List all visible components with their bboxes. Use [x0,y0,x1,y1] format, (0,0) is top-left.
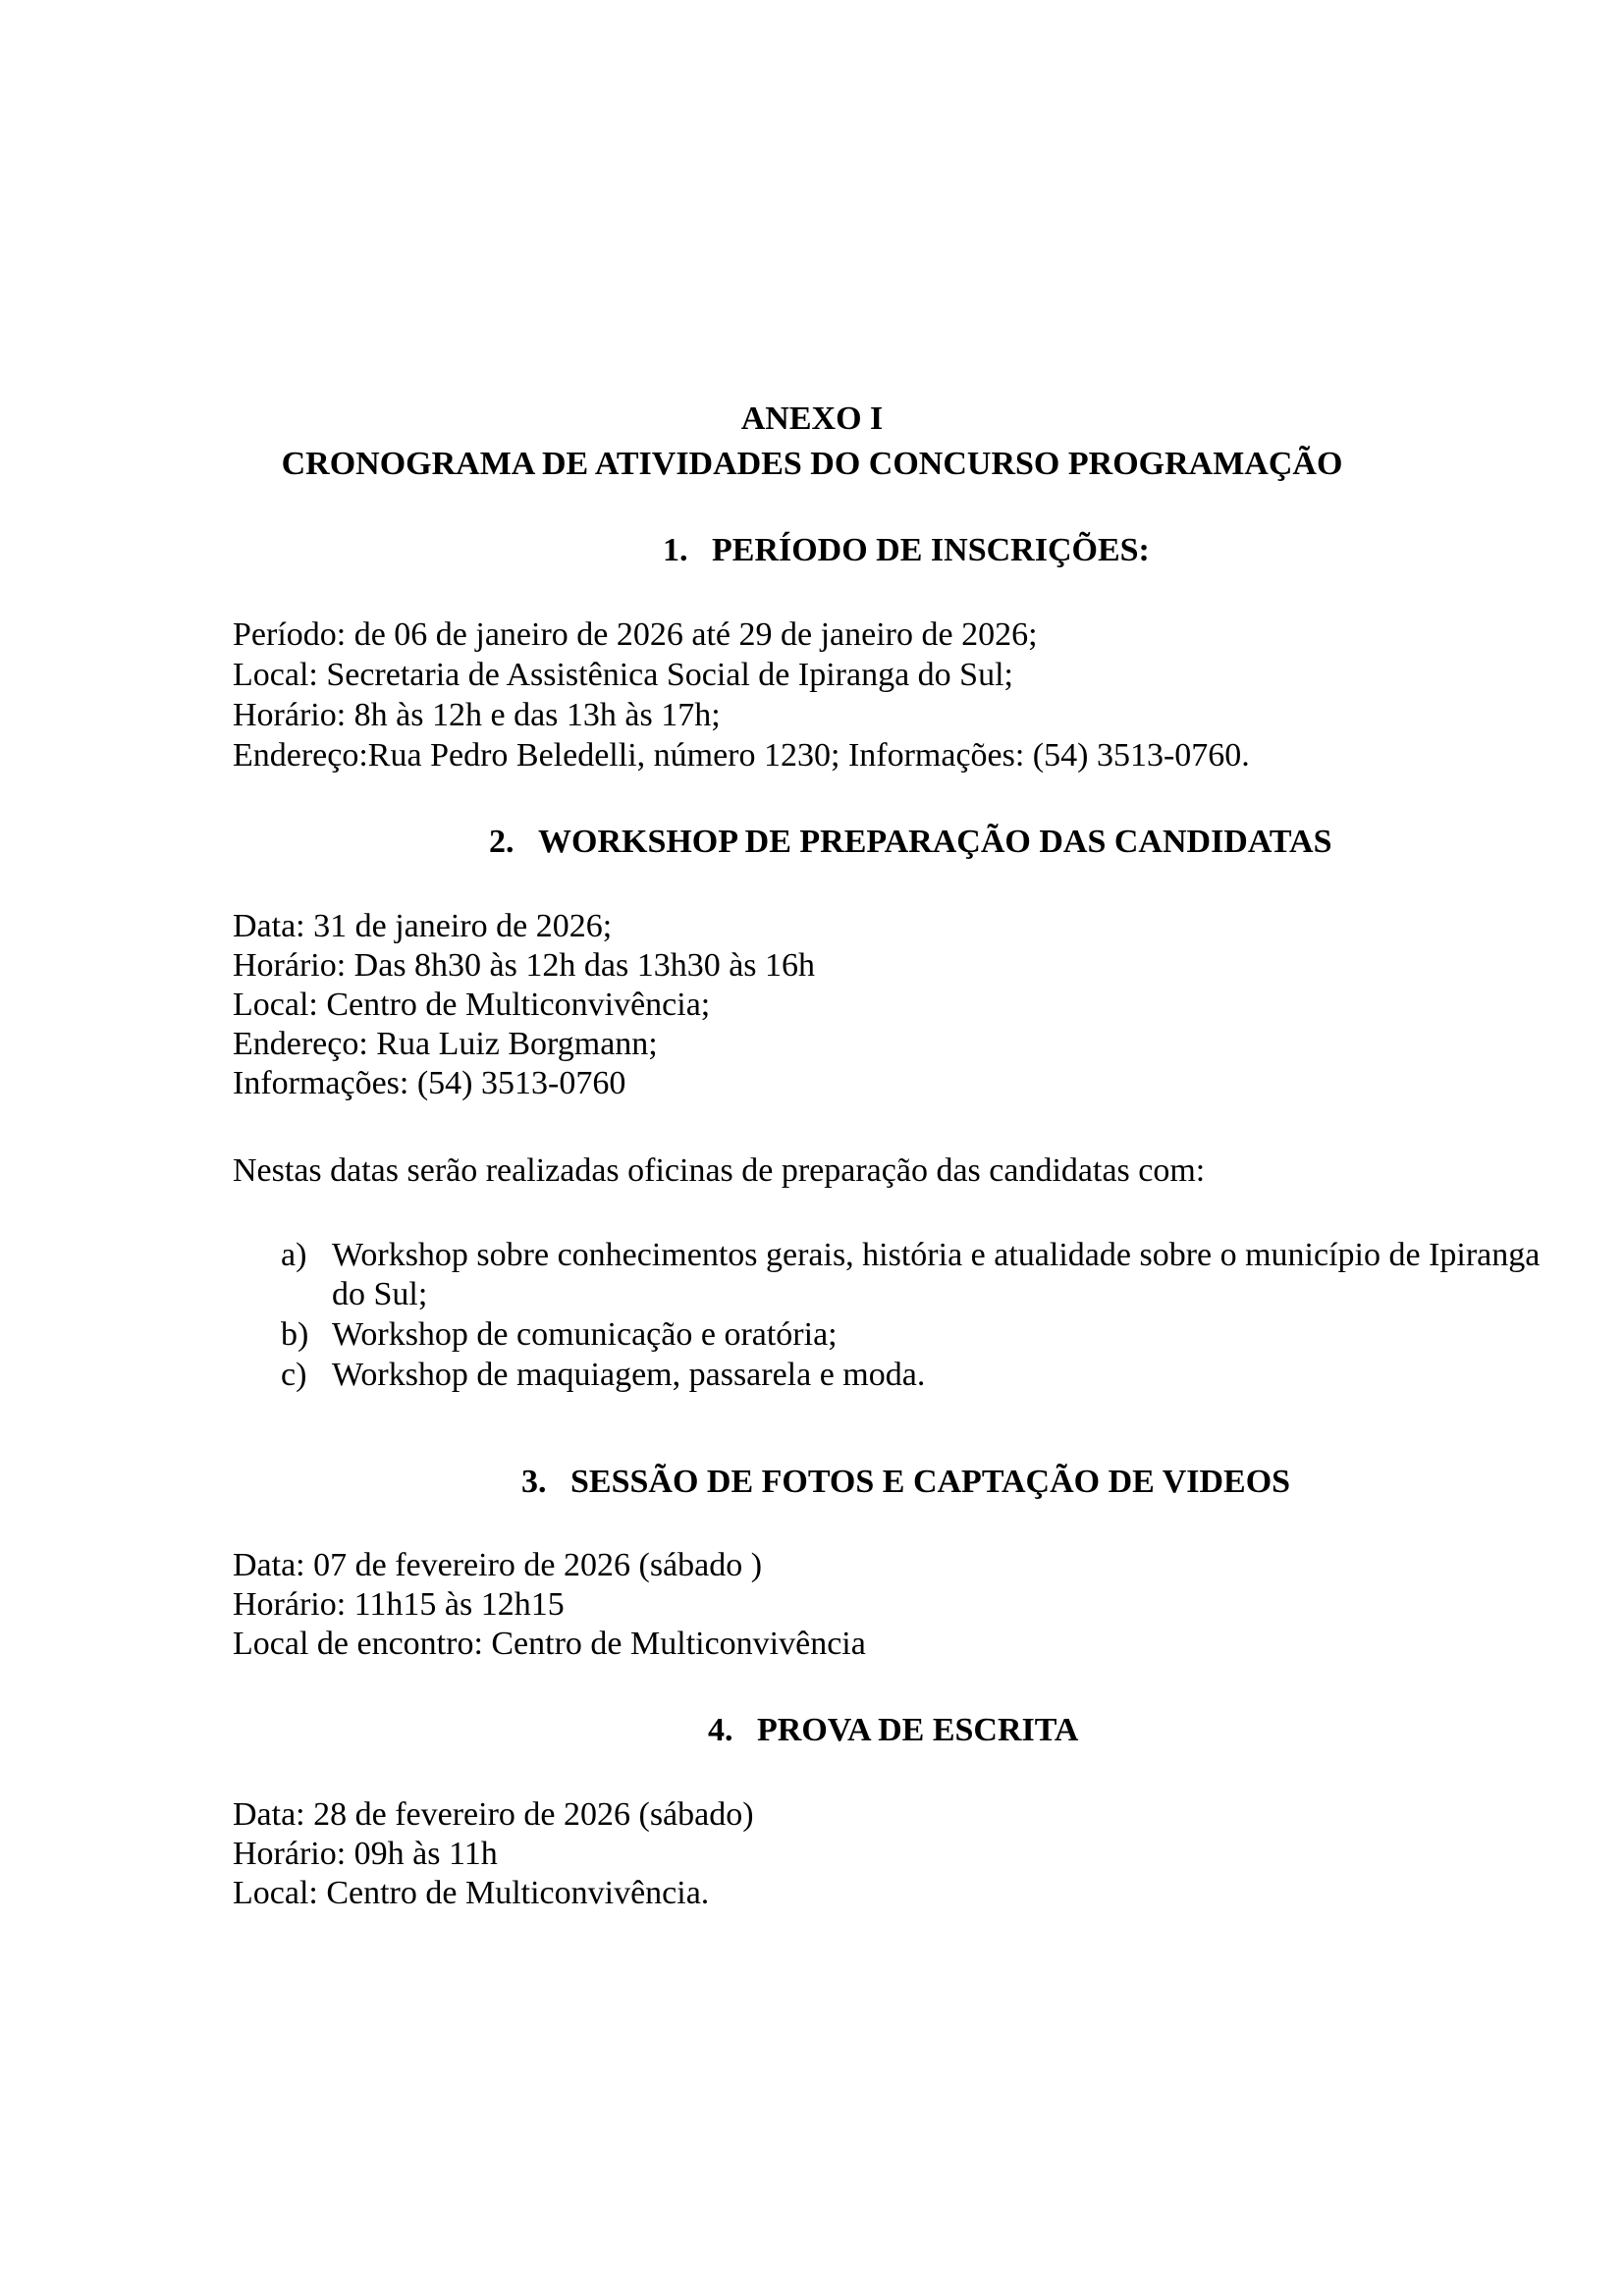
section-number: 4. [708,1712,733,1748]
list-marker: b) [281,1316,309,1353]
section-title: PROVA DE ESCRITA [757,1712,1079,1748]
photo-session-date: Data: 07 de fevereiro de 2026 (sábado ) [233,1547,763,1583]
photo-session-location: Local de encontro: Centro de Multiconvivência [233,1626,866,1662]
section-title: WORKSHOP DE PREPARAÇÃO DAS CANDIDATAS [538,824,1332,860]
workshop-location: Local: Centro de Multiconvivência; [233,987,711,1023]
annex-title: ANEXO I [740,400,884,437]
list-item: Workshop sobre conhecimentos gerais, história e atualidade sobre o município de Ipiranga [332,1237,1541,1273]
section-3-heading [521,1463,1290,1502]
section-1-heading [663,531,1150,570]
registration-location: Local: Secretaria de Assistênica Social de Ipiranga do Sul; [233,657,1013,693]
section-number: 3. [521,1464,547,1500]
workshop-hours: Horário: Das 8h30 às 12h das 13h30 às 16h [233,947,816,984]
list-marker: a) [281,1237,307,1273]
workshop-info: Informações: (54) 3513-0760 [233,1065,626,1101]
section-title: SESSÃO DE FOTOS E CAPTAÇÃO DE VIDEOS [570,1464,1291,1500]
registration-period: Período: de 06 de janeiro de 2026 até 29 de janeiro de 2026; [233,616,1038,653]
section-title: PERÍODO DE INSCRIÇÕES: [712,532,1150,568]
section-4-heading [708,1711,1078,1750]
list-item: Workshop de comunicação e oratória; [332,1316,838,1353]
registration-hours: Horário: 8h às 12h e das 13h às 17h; [233,697,721,733]
workshop-date: Data: 31 de janeiro de 2026; [233,908,613,944]
list-item-continuation: do Sul; [332,1276,428,1312]
list-marker: c) [281,1357,307,1393]
photo-session-hours: Horário: 11h15 às 12h15 [233,1586,565,1623]
list-item: Workshop de maquiagem, passarela e moda. [332,1357,926,1393]
section-2-heading [489,823,1332,862]
workshop-address: Endereço: Rua Luiz Borgmann; [233,1026,658,1062]
document-subtitle: CRONOGRAMA DE ATIVIDADES DO CONCURSO PROGRAMAÇÃO [281,446,1343,482]
writing-test-date: Data: 28 de fevereiro de 2026 (sábado) [233,1796,754,1833]
registration-address: Endereço:Rua Pedro Beledelli, número 1230; Informações: (54) 3513-0760. [233,737,1250,774]
section-number: 1. [663,532,688,568]
writing-test-location: Local: Centro de Multiconvivência. [233,1875,710,1911]
writing-test-hours: Horário: 09h às 11h [233,1836,498,1872]
workshop-intro: Nestas datas serão realizadas oficinas de preparação das candidatas com: [233,1152,1206,1189]
section-number: 2. [489,824,514,860]
